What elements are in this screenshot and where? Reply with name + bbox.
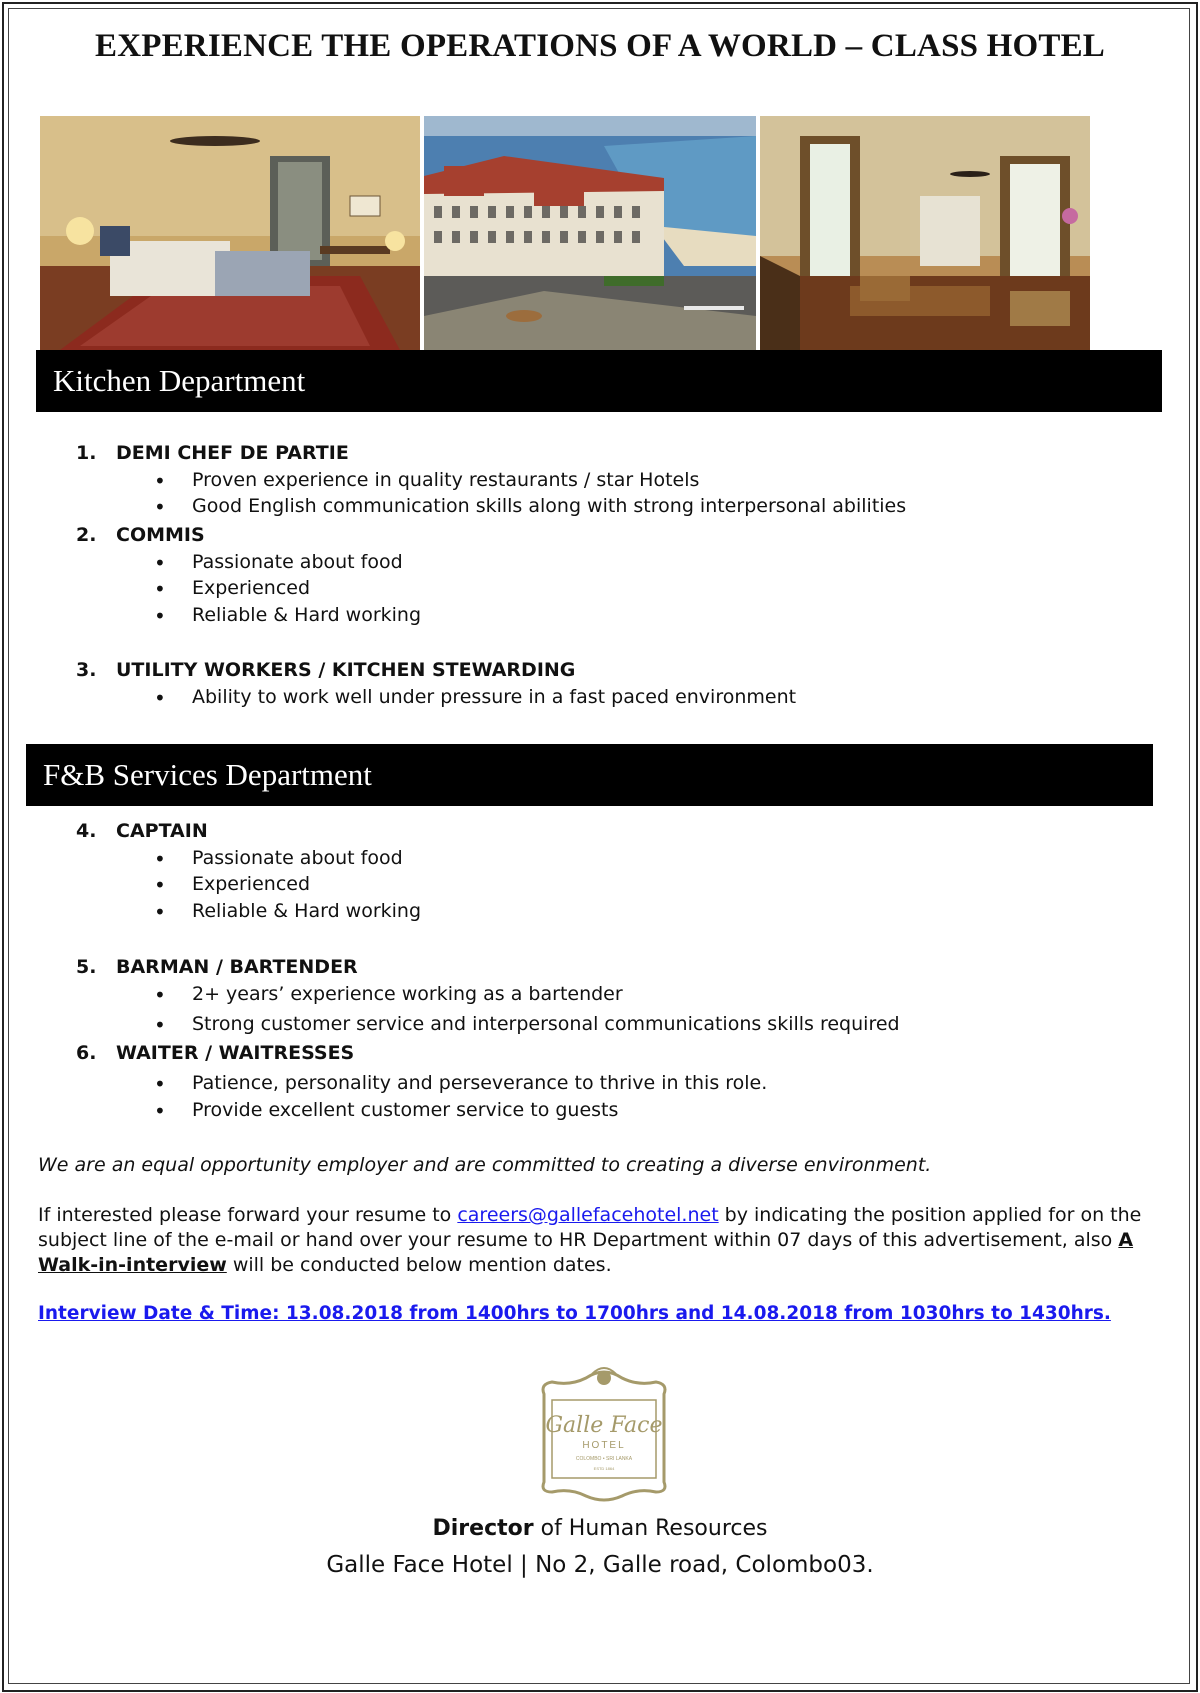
walk-in-interview-label: A Walk-in-interview xyxy=(38,1229,1134,1276)
list-item: • Provide excellent customer service to guests xyxy=(156,1099,618,1121)
list-item: • Reliable & Hard working xyxy=(156,604,421,626)
list-item: • Strong customer service and interpersonal communications skills required xyxy=(156,1013,900,1035)
hotel-exterior-photo xyxy=(424,116,756,350)
logo-estd: ESTD 1864 xyxy=(593,1466,615,1471)
list-item: • Proven experience in quality restaurants / star Hotels xyxy=(156,469,699,491)
list-item: • Experienced xyxy=(156,873,310,895)
list-item: • Reliable & Hard working xyxy=(156,900,421,922)
list-item: • Ability to work well under pressure in a fast paced environment xyxy=(156,686,796,708)
list-item: • 2+ years’ experience working as a bartender xyxy=(156,983,623,1005)
equal-opportunity-statement: We are an equal opportunity employer and are committed to creating a diverse environment. xyxy=(38,1154,932,1176)
list-item: • Good English communication skills along with strong interpersonal abilities xyxy=(156,495,906,517)
kitchen-department-header: Kitchen Department xyxy=(36,350,1162,412)
page-title: EXPERIENCE THE OPERATIONS OF A WORLD – CLASS HOTEL xyxy=(94,28,1105,64)
careers-email-link[interactable]: careers@gallefacehotel.net xyxy=(457,1204,719,1226)
logo-place: COLOMBO • SRI LANKA xyxy=(575,1456,633,1462)
job-title: 4. CAPTAIN xyxy=(76,820,208,842)
job-title: 1. DEMI CHEF DE PARTIE xyxy=(76,442,349,464)
list-item: • Passionate about food xyxy=(156,847,403,869)
bedroom-photo xyxy=(40,116,420,350)
apply-instructions: If interested please forward your resume to careers@gallefacehotel.net by indicating the position applied for on the subject line of the e-mail or hand over your resume to HR Department within 07 days of this advertisement, also A Walk-in-interview will be conducted below mention dates. xyxy=(38,1204,1142,1276)
list-item: • Experienced xyxy=(156,577,310,599)
hotel-photos xyxy=(40,116,1140,350)
hotel-address: Galle Face Hotel | No 2, Galle road, Colombo03. xyxy=(326,1552,874,1578)
job-title: 2. COMMIS xyxy=(76,524,205,546)
logo-sub: HOTEL xyxy=(582,1440,626,1451)
job-title: 6. WAITER / WAITRESSES xyxy=(76,1042,355,1064)
fnb-department-header: F&B Services Department xyxy=(26,744,1153,806)
logo-name: Galle Face xyxy=(545,1413,663,1438)
job-title: 3. UTILITY WORKERS / KITCHEN STEWARDING xyxy=(76,659,576,681)
interview-date-link[interactable]: Interview Date & Time: 13.08.2018 from 1400hrs to 1700hrs and 14.08.2018 from 1030hrs to 1430hrs. xyxy=(38,1303,1111,1324)
job-title: 5. BARMAN / BARTENDER xyxy=(76,956,358,978)
director-line: Director of Human Resources xyxy=(432,1516,768,1541)
suite-photo xyxy=(760,116,1090,350)
list-item: • Patience, personality and perseverance to thrive in this role. xyxy=(156,1072,767,1094)
galle-face-logo xyxy=(530,1364,678,1504)
list-item: • Passionate about food xyxy=(156,551,403,573)
